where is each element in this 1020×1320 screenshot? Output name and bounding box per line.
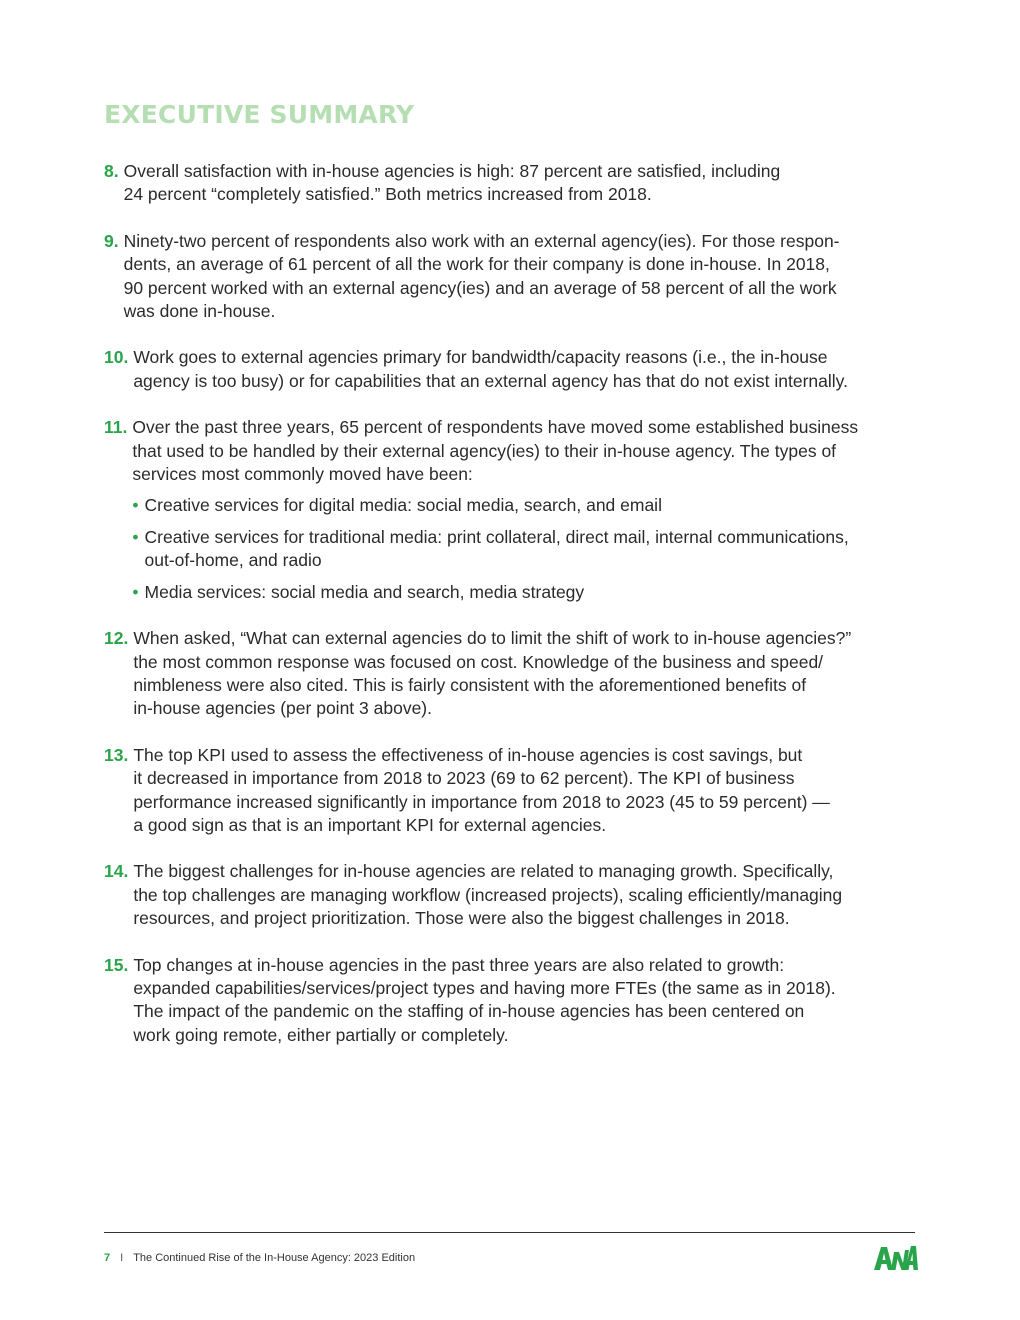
text-line: 90 percent worked with an external agency(ies) and an average of 58 percent of all the work	[123, 277, 837, 298]
text-line: The biggest challenges for in-house agencies are related to managing growth. Specifically,	[133, 861, 834, 882]
text-line: Media services: social media and search, media strategy	[144, 581, 585, 602]
item-text	[133, 954, 916, 1048]
item-number: 11.	[104, 417, 128, 438]
text-line: The top KPI used to assess the effectiveness of in-house agencies is cost savings, but	[133, 744, 803, 765]
bullet-list	[132, 494, 916, 604]
text-line: Work goes to external agencies primary for bandwidth/capacity reasons (i.e., the in-house	[133, 347, 828, 368]
text-line: services most commonly moved have been:	[132, 464, 473, 485]
ana-logo-icon	[872, 1244, 918, 1272]
text-line: performance increased significantly in importance from 2018 to 2023 (45 to 59 percent) —	[133, 791, 830, 812]
text-line: the most common response was focused on cost. Knowledge of the business and speed/	[133, 651, 824, 672]
bullet-item	[132, 494, 916, 517]
item-text	[124, 160, 916, 207]
item-text	[132, 416, 916, 604]
text-line: work going remote, either partially or completely.	[133, 1024, 509, 1045]
bullet-item	[132, 581, 916, 604]
document-title: The Continued Rise of the In-House Agency: 2023 Edition	[133, 1252, 416, 1264]
item-number: 12.	[104, 628, 129, 649]
page-number: 7	[104, 1252, 111, 1264]
bullet-icon: •	[132, 581, 139, 602]
text-line: agency is too busy) or for capabilities that an external agency has that do not exist internally.	[133, 370, 848, 391]
page-title: EXECUTIVE SUMMARY	[104, 100, 415, 129]
text-line: Over the past three years, 65 percent of respondents have moved some established business	[132, 417, 859, 438]
summary-item-15	[104, 954, 916, 1048]
bullet-text	[145, 494, 916, 517]
text-line: in-house agencies (per point 3 above).	[133, 698, 432, 719]
bullet-item	[132, 526, 916, 573]
item-number: 15.	[104, 954, 129, 975]
text-line: nimbleness were also cited. This is fairly consistent with the aforementioned benefits of	[133, 674, 807, 695]
bullet-icon: •	[132, 526, 139, 547]
footer-divider	[104, 1232, 915, 1233]
text-line: dents, an average of 61 percent of all the work for their company is done in-house. In 2018,	[123, 254, 830, 275]
text-line: Creative services for traditional media: print collateral, direct mail, internal communications,	[144, 526, 849, 547]
footer-separator: I	[120, 1252, 124, 1264]
item-number: 10.	[104, 347, 129, 368]
text-line: 24 percent “completely satisfied.” Both metrics increased from 2018.	[123, 184, 652, 205]
item-text	[124, 230, 916, 324]
bullet-text	[145, 526, 916, 573]
summary-item-12	[104, 627, 916, 721]
bullet-text	[145, 581, 916, 604]
text-line: resources, and project prioritization. Those were also the biggest challenges in 2018.	[133, 908, 790, 929]
page-footer	[104, 1252, 415, 1264]
text-line: out-of-home, and radio	[144, 550, 322, 571]
summary-item-10	[104, 346, 916, 393]
text-line: The impact of the pandemic on the staffing of in-house agencies has been centered on	[133, 1001, 805, 1022]
item-text	[133, 744, 916, 838]
item-text	[133, 860, 916, 930]
bullet-icon: •	[132, 495, 139, 516]
summary-item-11	[104, 416, 916, 604]
item-text	[133, 627, 916, 721]
text-line: the top challenges are managing workflow (increased projects), scaling efficiently/managing	[133, 884, 843, 905]
text-line: Ninety-two percent of respondents also work with an external agency(ies). For those respon-	[123, 230, 840, 251]
text-line: When asked, “What can external agencies do to limit the shift of work to in-house agencies?”	[133, 628, 852, 649]
text-line: a good sign as that is an important KPI for external agencies.	[133, 814, 607, 835]
item-number: 14.	[104, 861, 129, 882]
text-line: that used to be handled by their external agency(ies) to their in-house agency. The types of	[132, 440, 837, 461]
item-number: 13.	[104, 744, 129, 765]
text-line: Overall satisfaction with in-house agencies is high: 87 percent are satisfied, including	[123, 161, 781, 181]
text-line: Top changes at in-house agencies in the past three years are also related to growth:	[133, 954, 785, 975]
summary-item-9	[104, 230, 916, 324]
text-line: was done in-house.	[123, 301, 276, 322]
summary-item-8	[104, 160, 916, 207]
summary-list	[104, 160, 916, 1070]
item-text	[133, 346, 916, 393]
text-line: it decreased in importance from 2018 to 2023 (69 to 62 percent). The KPI of business	[133, 768, 795, 789]
item-number: 9.	[104, 230, 119, 251]
text-line: expanded capabilities/services/project types and having more FTEs (the same as in 2018).	[133, 977, 836, 998]
item-number: 8.	[104, 161, 119, 181]
text-line: Creative services for digital media: social media, search, and email	[144, 495, 662, 516]
summary-item-13	[104, 744, 916, 838]
summary-item-14	[104, 860, 916, 930]
